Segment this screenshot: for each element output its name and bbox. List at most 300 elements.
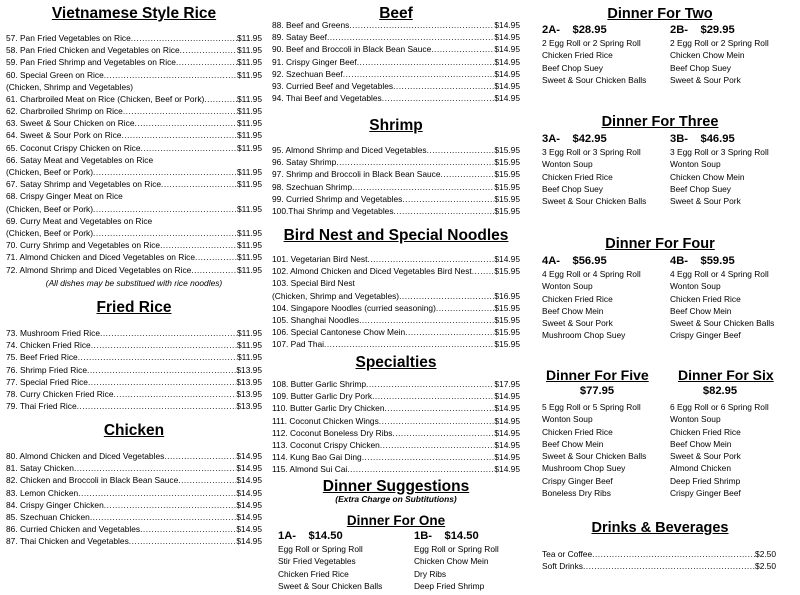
dinner-item: Beef Chow Mein: [542, 305, 604, 316]
leader-dots: [336, 156, 494, 168]
dinner-3a-price: $42.95: [572, 133, 607, 145]
menu-item: [6, 487, 262, 499]
menu-item-name: 92. Szechuan Beef: [272, 68, 343, 79]
leader-dots: [357, 56, 495, 68]
leader-dots: [399, 290, 494, 302]
leader-dots: [123, 105, 237, 117]
dinner-for-four-options: [542, 255, 780, 342]
menu-item-name: 114. Kung Bao Gai Ding: [272, 452, 362, 463]
menu-item-name: 103. Special Bird Nest: [272, 278, 355, 289]
dinner-1a: [278, 530, 414, 592]
menu-item-name: 91. Crispy Ginger Beef: [272, 56, 357, 67]
dinner-item: Sweet & Sour Pork: [670, 196, 741, 207]
dinner-item: Crispy Ginger Beef: [670, 488, 741, 499]
menu-item: [6, 203, 262, 215]
dinner-for-five: [542, 367, 670, 499]
dinner-1b-items: [414, 543, 520, 592]
leader-dots: [178, 474, 236, 486]
leader-dots: [141, 142, 237, 154]
menu-item-price: $15.95: [494, 144, 520, 155]
menu-item-name: 65. Coconut Crispy Chicken on Rice: [6, 142, 141, 153]
menu-item-name: 82. Chicken and Broccoli in Black Bean Sauce: [6, 475, 179, 486]
menu-item: [6, 388, 262, 400]
dinner-3b: [670, 133, 780, 207]
menu-item-name: 79. Thai Fried Rice: [6, 401, 77, 412]
menu-item-name: 96. Satay Shrimp: [272, 157, 337, 168]
dinner-item: Wonton Soup: [670, 281, 721, 292]
menu-item-price: $15.95: [494, 181, 520, 192]
menu-item-name: (Chicken, Shrimp and Vegetables): [272, 290, 400, 301]
menu-item: [6, 178, 262, 190]
section-title-beef: Beef: [379, 5, 413, 22]
menu-item-price: $11.95: [237, 57, 262, 68]
menu-item-price: $11.95: [237, 93, 262, 104]
menu-item: [6, 239, 262, 251]
menu-item-name: 108. Butter Garlic Shrimp: [272, 378, 367, 389]
menu-item: [272, 277, 520, 289]
menu-item-price: $11.95: [237, 106, 262, 117]
dinner-4b: [670, 255, 780, 342]
menu-item-name: 73. Mushroom Fried Rice: [6, 327, 101, 338]
menu-item: [272, 326, 520, 338]
menu-item-name: (Chicken, Beef or Pork): [6, 203, 94, 214]
menu-item-name: 80. Almond Chicken and Diced Vegetables: [6, 450, 165, 461]
dinner-item: 2 Egg Roll or 2 Spring Roll: [670, 38, 769, 48]
dinner-item: Mushroom Chop Suey: [542, 463, 626, 474]
menu-item-name: 64. Sweet & Sour Pork on Rice: [6, 130, 122, 141]
leader-dots: [359, 314, 494, 326]
menu-item: [272, 168, 520, 180]
section-title-vietnamese-rice: Vietnamese Style Rice: [51, 5, 217, 22]
leader-dots: [382, 92, 495, 104]
dinner-for-one-options: [278, 530, 520, 592]
dinner-1a-code: 1A-: [278, 530, 297, 542]
dinner-3b-code: 3B-: [670, 133, 689, 145]
leader-dots: [592, 548, 755, 560]
menu-item-name: 59. Pan Fried Shrimp and Vegetables on Rice: [6, 57, 176, 68]
leader-dots: [78, 487, 236, 499]
dinner-item: Dry Ribs: [414, 568, 447, 579]
menu-item: [6, 339, 262, 351]
menu-item: [6, 130, 262, 142]
menu-item-price: $11.95: [237, 142, 262, 153]
menu-item: [6, 44, 262, 56]
dinner-item: Beef Chow Mein: [542, 438, 604, 449]
section-title-noodles: Bird Nest and Special Noodles: [283, 227, 509, 244]
menu-item-name: 74. Chicken Fried Rice: [6, 340, 91, 351]
menu-item: [6, 351, 262, 363]
dinner-4b-price: $59.95: [700, 255, 735, 267]
dinner-item: Chicken Fried Rice: [670, 293, 741, 304]
menu-item: [272, 205, 520, 217]
menu-item: [6, 117, 262, 129]
menu-item: [6, 154, 262, 166]
dinner-item: Sweet & Sour Pork: [670, 74, 741, 85]
leader-dots: [78, 351, 237, 363]
menu-item: [272, 314, 520, 326]
menu-item-name: 113. Coconut Crispy Chicken: [272, 439, 380, 450]
menu-item-name: 84. Crispy Ginger Chicken: [6, 499, 104, 510]
menu-item-name: 101. Vegetarian Bird Nest: [272, 253, 368, 264]
leader-dots: [74, 462, 236, 474]
menu-item-price: $15.95: [494, 169, 520, 180]
menu-item-name: 57. Pan Fried Vegetables on Rice: [6, 32, 131, 43]
menu-item-price: $14.95: [494, 403, 520, 414]
leader-dots: [129, 535, 237, 547]
menu-item: [272, 439, 520, 451]
leader-dots: [327, 31, 494, 43]
leader-dots: [93, 166, 237, 178]
menu-item-price: $13.95: [236, 376, 262, 387]
menu-item-name: 104. Singapore Noodles (curried seasoning): [272, 302, 436, 313]
fried-rice-list: [6, 327, 262, 412]
menu-item-price: $14.95: [236, 511, 262, 522]
menu-item-price: $15.95: [494, 193, 520, 204]
menu-item: [6, 376, 262, 388]
leader-dots: [379, 415, 495, 427]
menu-item: [272, 302, 520, 314]
menu-item-name: 102. Almond Chicken and Diced Vegetables Bird Nest: [272, 266, 472, 277]
menu-item-price: $11.95: [237, 352, 262, 363]
dinner-for-six-price: $82.95: [702, 385, 738, 397]
dinner-item: Chicken Chow Mein: [414, 556, 489, 567]
drinks-title: Drinks & Beverages: [591, 520, 729, 536]
leader-dots: [134, 117, 237, 129]
dinner-item: Crispy Ginger Beef: [542, 475, 613, 486]
menu-item-price: $14.95: [236, 463, 262, 474]
menu-item: [6, 523, 262, 535]
leader-dots: [384, 402, 494, 414]
menu-item: [272, 31, 520, 43]
dinner-item: Sweet & Sour Pork: [670, 451, 741, 462]
dinner-for-five-title: Dinner For Five: [546, 367, 649, 383]
leader-dots: [366, 378, 494, 390]
menu-item-name: 94. Thai Beef and Vegetables: [272, 93, 382, 104]
menu-item: [6, 251, 262, 263]
menu-item: [272, 156, 520, 168]
menu-item-price: $11.95: [237, 252, 262, 263]
menu-item: [6, 400, 262, 412]
menu-item: [272, 378, 520, 390]
dinner-for-three-title: Dinner For Three: [601, 114, 719, 130]
leader-dots: [324, 338, 494, 350]
menu-item-name: 68. Crispy Ginger Meat on Rice: [6, 191, 123, 202]
dinner-item: 6 Egg Roll or 6 Spring Roll: [670, 402, 769, 412]
leader-dots: [441, 168, 495, 180]
menu-item-price: $16.95: [494, 290, 520, 301]
leader-dots: [402, 193, 494, 205]
menu-item-price: $14.95: [494, 32, 520, 43]
menu-item-name: Tea or Coffee: [542, 548, 593, 559]
menu-item-price: $14.95: [236, 499, 262, 510]
dinner-item: Sweet & Sour Chicken Balls: [278, 580, 383, 591]
menu-item-name: 99. Curried Shrimp and Vegetables: [272, 193, 403, 204]
leader-dots: [77, 400, 237, 412]
menu-item-name: (Chicken, Shrimp and Vegetables): [6, 81, 134, 92]
menu-item-price: $11.95: [237, 69, 262, 80]
menu-item: [272, 43, 520, 55]
menu-item: [272, 19, 520, 31]
dinner-item: Wonton Soup: [542, 281, 593, 292]
dinner-item: Wonton Soup: [670, 159, 721, 170]
menu-item-price: $11.95: [237, 118, 262, 129]
menu-item-price: $15.95: [494, 339, 520, 350]
dinner-item: Chicken Fried Rice: [542, 426, 613, 437]
leader-dots: [352, 181, 494, 193]
leader-dots: [349, 19, 494, 31]
menu-item-price: $11.95: [237, 179, 262, 190]
menu-item-price: $14.95: [494, 427, 520, 438]
menu-item: [6, 364, 262, 376]
menu-item-price: $13.95: [236, 364, 262, 375]
dinner-for-one-title: Dinner For One: [346, 513, 446, 528]
menu-item: [6, 190, 262, 202]
menu-item-name: (Chicken, Beef or Pork): [6, 227, 94, 238]
menu-item-price: $15.95: [494, 157, 520, 168]
dinner-for-six: [670, 367, 780, 499]
menu-item-name: 60. Special Green on Rice: [6, 69, 104, 80]
menu-item-price: $14.95: [494, 80, 520, 91]
beef-list: [272, 19, 520, 104]
menu-item: [6, 450, 262, 462]
menu-item-price: $14.95: [494, 464, 520, 475]
menu-item-price: $11.95: [237, 130, 262, 141]
dinner-4a: [542, 255, 670, 342]
leader-dots: [204, 93, 237, 105]
menu-item: [272, 290, 520, 302]
menu-item: [6, 166, 262, 178]
menu-item-price: $14.95: [236, 487, 262, 498]
dinner-item: Sweet & Sour Chicken Balls: [542, 451, 647, 462]
menu-item-price: $14.95: [236, 536, 262, 547]
dinner-item: Beef Chop Suey: [542, 183, 603, 194]
menu-item-price: $2.50: [755, 548, 776, 559]
menu-item-name: 72. Almond Shrimp and Diced Vegetables on Rice: [6, 264, 192, 275]
leader-dots: [343, 68, 495, 80]
menu-item: [6, 69, 262, 81]
menu-item: [542, 560, 776, 572]
menu-item-price: $11.95: [237, 340, 262, 351]
menu-item: [6, 32, 262, 44]
menu-item-name: 106. Special Cantonese Chow Mein: [272, 327, 406, 338]
dinner-item: Beef Chop Suey: [670, 62, 731, 73]
menu-item: [6, 499, 262, 511]
menu-item: [6, 142, 262, 154]
dinner-item: Beef Chow Mein: [670, 305, 732, 316]
dinner-2a-code: 2A-: [542, 24, 561, 36]
menu-item-name: 75. Beef Fried Rice: [6, 352, 78, 363]
dinner-item: Beef Chop Suey: [542, 62, 603, 73]
menu-item-price: $17.95: [494, 378, 520, 389]
menu-item-price: $15.95: [494, 205, 520, 216]
dinner-3a-code: 3A-: [542, 133, 561, 145]
menu-item: [6, 81, 262, 93]
dinner-item: Mushroom Chop Suey: [542, 330, 626, 341]
dinner-item: Chicken Fried Rice: [542, 50, 613, 61]
leader-dots: [372, 390, 494, 402]
dinner-item: Beef Chow Mein: [670, 438, 732, 449]
menu-item: [272, 80, 520, 92]
menu-item: [272, 427, 520, 439]
menu-item-price: $14.95: [494, 415, 520, 426]
menu-item-price: $11.95: [237, 45, 262, 56]
leader-dots: [131, 32, 237, 44]
dinner-item: 4 Egg Roll or 4 Spring Roll: [670, 269, 769, 279]
dinner-2b: [670, 24, 780, 86]
menu-item-price: $14.95: [494, 68, 520, 79]
dinner-for-two-title: Dinner For Two: [607, 6, 713, 22]
dinner-for-five-items: [542, 401, 670, 499]
menu-item-price: $2.50: [755, 561, 776, 572]
dinner-1b-price: $14.50: [444, 530, 479, 542]
dinner-item: Wonton Soup: [542, 159, 593, 170]
dinner-1a-price: $14.50: [308, 530, 343, 542]
menu-item-price: $14.95: [236, 450, 262, 461]
menu-item: [6, 511, 262, 523]
leader-dots: [91, 339, 237, 351]
menu-item-name: 76. Shrimp Fried Rice: [6, 364, 87, 375]
leader-dots: [180, 44, 237, 56]
leader-dots: [161, 178, 237, 190]
menu-item-price: $15.95: [494, 302, 520, 313]
dinner-item: Beef Chop Suey: [670, 183, 731, 194]
menu-item: [542, 548, 776, 560]
menu-item-name: 70. Curry Shrimp and Vegetables on Rice: [6, 240, 161, 251]
menu-item: [272, 451, 520, 463]
menu-item-name: 87. Thai Chicken and Vegetables: [6, 536, 129, 547]
menu-item-name: 100.Thai Shrimp and Vegetables: [272, 205, 394, 216]
dinner-for-six-items: [670, 401, 780, 499]
dinner-item: 3 Egg Roll or 3 Spring Roll: [542, 147, 641, 157]
menu-item-name: 77. Special Fried Rice: [6, 376, 88, 387]
menu-item: [272, 193, 520, 205]
menu-item-price: $14.95: [494, 93, 520, 104]
dinner-2a-price: $28.95: [572, 24, 607, 36]
leader-dots: [87, 364, 236, 376]
menu-item-name: 110. Butter Garlic Dry Chicken: [272, 403, 385, 414]
menu-item-price: $15.95: [494, 314, 520, 325]
menu-item: [272, 390, 520, 402]
menu-item: [6, 56, 262, 68]
dinner-item: 2 Egg Roll or 2 Spring Roll: [542, 38, 641, 48]
menu-item: [6, 215, 262, 227]
menu-item-price: $14.95: [236, 475, 262, 486]
menu-item-name: 66. Satay Meat and Vegetables on Rice: [6, 154, 154, 165]
menu-item-name: 89. Satay Beef: [272, 32, 327, 43]
menu-item-price: $14.95: [494, 452, 520, 463]
menu-item-price: $11.95: [237, 327, 262, 338]
menu-item-name: 97. Shrimp and Broccoli in Black Bean Sauce: [272, 169, 441, 180]
menu-item-name: 98. Szechuan Shrimp: [272, 181, 353, 192]
menu-item: [272, 56, 520, 68]
menu-item-price: $11.95: [237, 264, 262, 275]
menu-item-name: 63. Sweet & Sour Chicken on Rice: [6, 118, 135, 129]
dinner-item: Wonton Soup: [542, 414, 593, 425]
dinner-4a-items: [542, 268, 670, 342]
dinner-item: 4 Egg Roll or 4 Spring Roll: [542, 269, 641, 279]
leader-dots: [104, 69, 237, 81]
leader-dots: [121, 130, 237, 142]
leader-dots: [362, 451, 495, 463]
dinner-4a-price: $56.95: [572, 255, 607, 267]
menu-item-name: 62. Charbroiled Shrimp on Rice: [6, 106, 123, 117]
dinner-item: 3 Egg Roll or 3 Spring Roll: [670, 147, 769, 157]
substitution-note: (Extra Charge on Subtitutions): [335, 494, 457, 504]
leader-dots: [367, 253, 494, 265]
menu-item-name: 78. Curry Chicken Fried Rice: [6, 388, 114, 399]
dinner-for-five-price: $77.95: [579, 385, 615, 397]
leader-dots: [427, 144, 495, 156]
leader-dots: [191, 264, 237, 276]
menu-item-name: 58. Pan Fried Chicken and Vegetables on Rice: [6, 45, 180, 56]
menu-item-name: Soft Drinks: [542, 561, 583, 572]
leader-dots: [472, 265, 495, 277]
menu-item-name: (Chicken, Beef or Pork): [6, 167, 94, 178]
section-title-chicken: Chicken: [103, 422, 165, 439]
menu-item-name: 85. Szechuan Chicken: [6, 511, 90, 522]
menu-item-price: $14.95: [494, 253, 520, 264]
drinks-list: [542, 548, 776, 572]
menu-item-name: 69. Curry Meat and Vegetables on Rice: [6, 215, 153, 226]
leader-dots: [104, 499, 237, 511]
dinner-2b-price: $29.95: [700, 24, 735, 36]
dinner-1b-code: 1B-: [414, 530, 433, 542]
menu-item: [272, 181, 520, 193]
leader-dots: [394, 205, 495, 217]
dinner-item: Chicken Fried Rice: [542, 171, 613, 182]
leader-dots: [431, 43, 494, 55]
menu-item-name: 115. Almond Sui Cai: [272, 464, 348, 475]
leader-dots: [140, 523, 236, 535]
dinner-3b-price: $46.95: [700, 133, 735, 145]
dinner-item: Stir Fried Vegetables: [278, 556, 356, 567]
leader-dots: [380, 439, 495, 451]
dinner-3a-items: [542, 146, 670, 207]
menu-item-price: $13.95: [236, 401, 262, 412]
menu-item: [272, 68, 520, 80]
menu-item: [6, 535, 262, 547]
dinner-1a-items: [278, 543, 414, 592]
dinner-item: Deep Fried Shrimp: [414, 580, 485, 591]
menu-item: [272, 253, 520, 265]
menu-item-name: 112. Coconut Boneless Dry Ribs: [272, 427, 393, 438]
dinner-item: Deep Fried Shrimp: [670, 475, 741, 486]
section-title-specialties: Specialties: [355, 354, 437, 371]
menu-item-price: $14.95: [236, 524, 262, 535]
menu-item-price: $14.95: [494, 44, 520, 55]
menu-item-price: $14.95: [494, 56, 520, 67]
vietnamese-rice-list: [6, 32, 262, 276]
menu-item: [6, 105, 262, 117]
leader-dots: [436, 302, 494, 314]
menu-item-name: 93. Curried Beef and Vegetables: [272, 80, 394, 91]
menu-item-name: 71. Almond Chicken and Diced Vegetables on Rice: [6, 252, 196, 263]
menu-item-name: 111. Coconut Chicken Wings: [272, 415, 379, 426]
dinner-3b-items: [670, 146, 780, 207]
section-title-fried-rice: Fried Rice: [96, 299, 172, 316]
menu-item: [272, 92, 520, 104]
dinner-item: Egg Roll or Spring Roll: [278, 544, 363, 554]
menu-item-price: $14.95: [494, 19, 520, 30]
menu-item-name: 83. Lemon Chicken: [6, 487, 79, 498]
menu-item: [6, 327, 262, 339]
noodles-list: [272, 253, 520, 351]
menu-item-name: 90. Beef and Broccoli in Black Bean Sauce: [272, 44, 432, 55]
dinner-4b-items: [670, 268, 780, 342]
dinner-2a-items: [542, 37, 670, 86]
menu-item-name: 67. Satay Shrimp and Vegetables on Rice: [6, 179, 162, 190]
menu-item: [6, 93, 262, 105]
